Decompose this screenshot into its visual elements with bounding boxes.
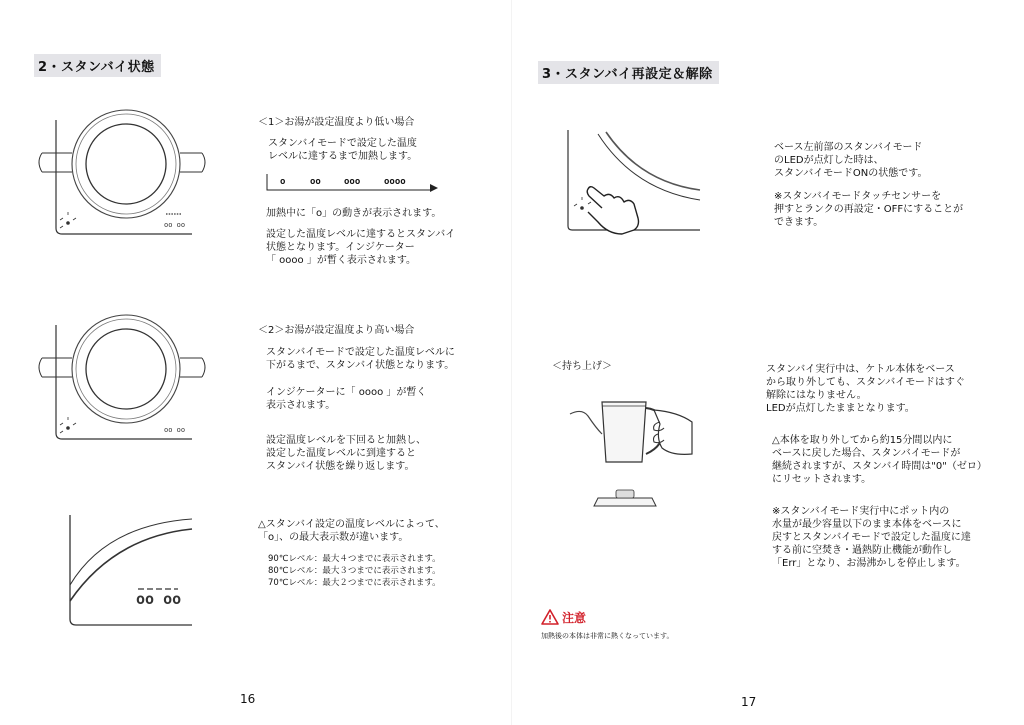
- lift-para3: ※スタンバイモード実行中にポット内の 水量が最少容量以下のまま本体をベースに 戻すとスタンバイモードで設定した温度に達 する前に空焚き・過熱防止機能が動作し 「Err」となり、お湯沸かしを停止します。: [772, 506, 971, 569]
- lift-para1: スタンバイ実行中は、ケトル本体をベース から取り外しても、スタンバイモードはすぐ 解除にはなりません。 LEDが点灯したままとなります。: [766, 364, 965, 414]
- warning-triangle-icon: [541, 609, 559, 625]
- case1-para3: 設定した温度レベルに達するとスタンバイ 状態となります。インジケーター 「 oooo 」が暫く表示されます。: [266, 229, 456, 266]
- heating-sequence: [266, 172, 442, 194]
- page-number-left: 16: [240, 692, 256, 706]
- note-text: △スタンバイ設定の温度レベルによって、 「o」、の最大表示数が違います。: [258, 519, 445, 543]
- display-readout-1: oo oo: [164, 221, 186, 229]
- reset-para2: ※スタンバイモードタッチセンサーを 押すとランクの再設定・OFFにすることが できます。: [774, 191, 964, 228]
- lift-para2: △本体を取り外してから約15分間以内に ベースに戻した場合、スタンバイモードが 継続されますが、スタンバイ時間は"0"（ゼロ） にリセットされます。: [772, 435, 987, 485]
- case2-para2: インジケーターに「 oooo 」が暫く 表示されます。: [266, 387, 427, 411]
- led-dots-icon: [60, 212, 76, 228]
- note-level-70: 70℃レベル：最大２つまでに表示されます。: [268, 578, 441, 588]
- led-dots-icon: [574, 197, 591, 209]
- base-closeup-illustration: [66, 515, 196, 627]
- seq-step-1: o: [280, 177, 286, 187]
- case1-heading: ＜1＞お湯が設定温度より低い場合: [258, 117, 415, 128]
- case2-heading: ＜2＞お湯が設定温度より高い場合: [258, 325, 415, 336]
- lift-label: ＜持ち上げ＞: [552, 361, 612, 372]
- caution-title: 注意: [562, 611, 587, 625]
- case2-para3: 設定温度レベルを下回ると加熱し、 設定した温度レベルに到達すると スタンバイ状態を繰り返します。: [266, 435, 426, 472]
- touch-sensor-illustration: [564, 130, 704, 250]
- section-title-reset: 3・スタンバイ再設定＆解除: [538, 61, 719, 84]
- reset-para1: ベース左前部のスタンバイモード のLEDが点灯した時は、 スタンバイモードONの状態です。: [774, 142, 928, 179]
- caution-text: 加熱後の本体は非常に熱くなっています。: [541, 632, 674, 640]
- note-level-80: 80℃レベル：最大３つまでに表示されます。: [268, 566, 441, 576]
- seq-step-3: ooo: [344, 177, 361, 187]
- arrow-left-icon: [430, 184, 438, 192]
- led-dots-icon: [60, 417, 76, 433]
- section-title-standby: 2・スタンバイ状態: [34, 54, 161, 77]
- page-spine: [511, 0, 512, 725]
- case1-para2: 加熱中に「o」の動きが表示されます。: [266, 208, 442, 219]
- seq-step-2: oo: [310, 177, 321, 187]
- page-number-right: 17: [741, 695, 757, 709]
- case2-para1: スタンバイモードで設定した温度レベルに 下がるまで、スタンバイ状態となります。: [266, 347, 455, 371]
- base-illustration-1: [42, 110, 202, 240]
- note-level-90: 90℃レベル：最大４つまでに表示されます。: [268, 554, 441, 564]
- display-readout-2: oo oo: [164, 426, 186, 434]
- kettle-lift-illustration: [568, 394, 698, 518]
- display-readout-large: oo oo: [136, 590, 182, 608]
- base-illustration-2: [42, 315, 202, 445]
- seq-step-4: oooo: [384, 177, 406, 187]
- touch-hand-icon: [587, 187, 638, 234]
- case1-para1: スタンバイモードで設定した温度 レベルに達するまで加熱します。: [268, 138, 418, 162]
